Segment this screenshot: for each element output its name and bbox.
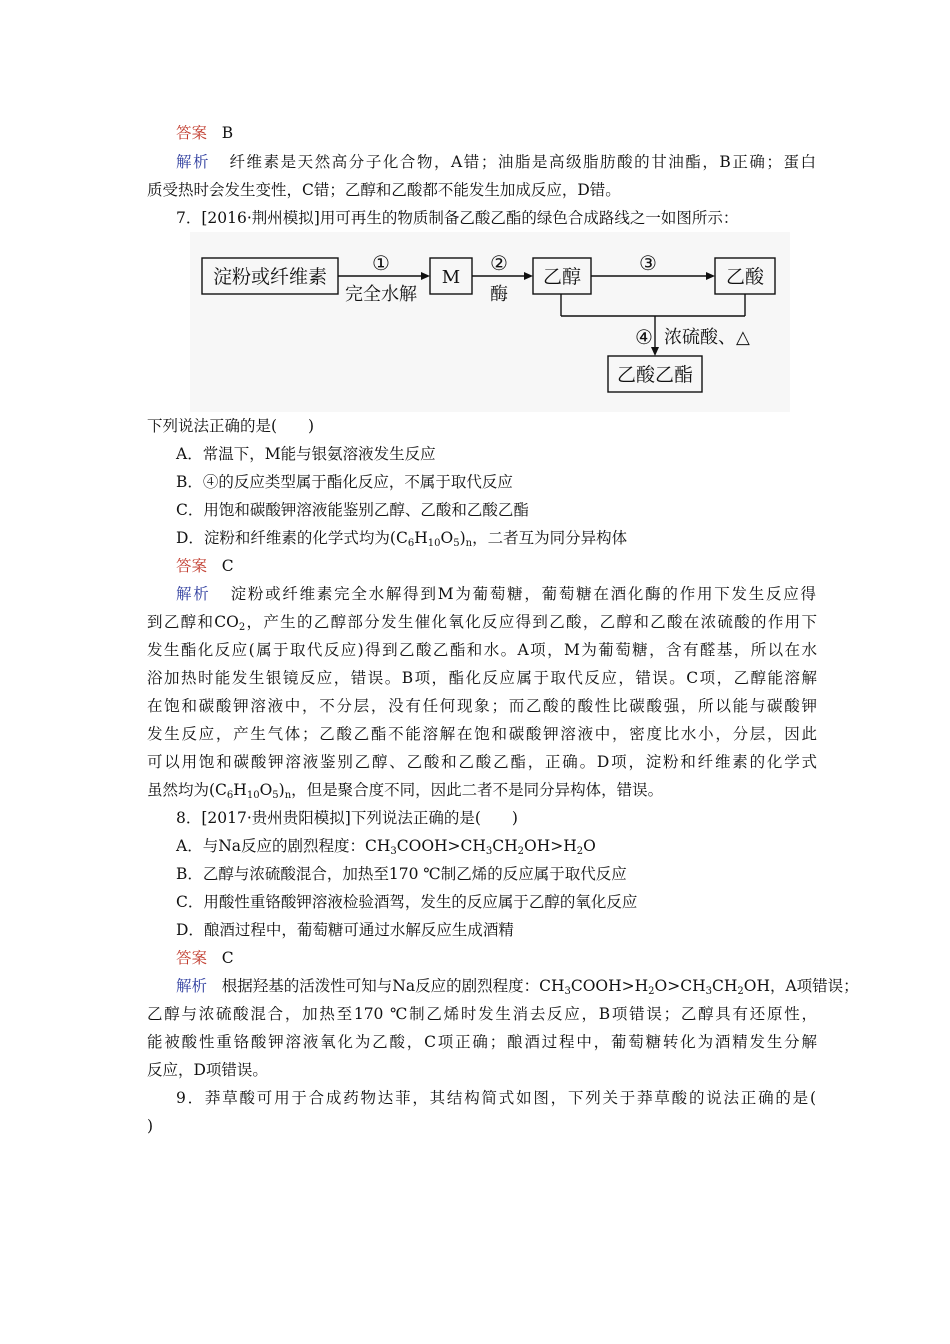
analysis-text: ): [278, 781, 285, 799]
subscript: 2: [517, 846, 525, 857]
synthesis-route-diagram: [190, 232, 790, 412]
subscript: 2: [648, 986, 655, 997]
step4-label: 浓硫酸、△: [664, 327, 750, 348]
ester-box-label: 乙酸乙酯: [616, 364, 694, 386]
analysis-text: 在饱和碳酸钾溶液中，不分层，没有任何现象；而乙酸的酸性比碳酸强，所以能与碳酸钾: [147, 697, 817, 715]
analysis-text: COOH>H: [570, 977, 649, 995]
question-9-stem: 9．莽草酸可用于合成药物达菲，其结构简式如图，下列关于莽草酸的说法正确的是(: [176, 1089, 816, 1107]
analysis-text: 到乙醇和CO: [147, 613, 239, 631]
answer-value: C: [221, 557, 234, 575]
analysis-text: ，产生的乙醇部分发生催化氧化反应得到乙酸，乙醇和乙酸在浓硫酸的作用下: [245, 613, 817, 631]
analysis-line: [147, 612, 817, 632]
answer-line: [176, 556, 846, 576]
ethanol-box-label: 乙醇: [542, 266, 582, 288]
m-box-label: M: [441, 267, 461, 288]
analysis-text: 虽然均为(C: [147, 781, 227, 799]
option-d: D．酿酒过程中，葡萄糖可通过水解反应生成酒精: [176, 921, 514, 939]
option-a-text: O: [583, 837, 596, 855]
subscript: 2: [576, 846, 584, 857]
analysis-line: [176, 584, 816, 604]
answer-value: B: [221, 124, 234, 142]
analysis-text: 质受热时会发生变性，C错；乙醇和乙酸都不能发生加成反应，D错。: [147, 181, 621, 199]
question-7-stem: 7．[2016·荆州模拟]用可再生的物质制备乙酸乙酯的绿色合成路线之一如图所示：: [176, 209, 739, 227]
analysis-line: [176, 976, 859, 997]
option-d-text: ): [459, 529, 466, 547]
option-b: B．乙醇与浓硫酸混合，加热至170 ℃制乙烯的反应属于取代反应: [176, 865, 627, 883]
subscript: 6: [226, 790, 234, 801]
subscript: 2: [737, 986, 744, 997]
step2-label: 酶: [490, 284, 508, 305]
analysis-text: 发生反应，产生气体；乙酸乙酯不能溶解在饱和碳酸钾溶液中，密度比水小，分层，因此: [147, 725, 817, 743]
analysis-text: 淀粉或纤维素完全水解得到M为葡萄糖，葡萄糖在酒化酶的作用下发生反应得: [230, 585, 817, 603]
analysis-text: 可以用饱和碳酸钾溶液鉴别乙醇、乙酸和乙酸乙酯，正确。D项，淀粉和纤维素的化学式: [147, 753, 817, 771]
subscript: 10: [427, 538, 441, 549]
start-box-label: 淀粉或纤维素: [212, 266, 328, 288]
analysis-line: [176, 152, 816, 172]
subscript: 3: [485, 846, 493, 857]
analysis-text: 乙醇与浓硫酸混合，加热至170 ℃制乙烯时发生消去反应，B项错误；乙醇具有还原性，: [147, 1005, 817, 1023]
analysis-text: OH，A项错误；: [743, 977, 859, 995]
analysis-text: 浴加热时能发生银镜反应，错误。B项，酯化反应属于取代反应，错误。C项，乙醇能溶解: [147, 669, 817, 687]
option-a-text: COOH>CH: [396, 837, 486, 855]
answer-tag: 答案: [176, 949, 208, 967]
answer-tag: 答案: [176, 124, 208, 142]
analysis-tag: 解析: [176, 977, 208, 995]
option-d: [176, 528, 846, 548]
subscript: 5: [453, 538, 460, 549]
option-a-text: OH>H: [524, 837, 577, 855]
option-c: C．用酸性重铬酸钾溶液检验酒驾，发生的反应属于乙醇的氧化反应: [176, 893, 638, 911]
option-d-text: D．淀粉和纤维素的化学式均为(C: [176, 529, 408, 547]
subscript: 3: [390, 846, 397, 857]
analysis-text: 反应，D项错误。: [147, 1061, 268, 1079]
question-9-stem-end: ): [147, 1117, 154, 1135]
option-a: A．常温下，M能与银氨溶液发生反应: [176, 445, 436, 463]
option-c: C．用饱和碳酸钾溶液能鉴别乙醇、乙酸和乙酸乙酯: [176, 501, 529, 519]
analysis-text: ，但是聚合度不同，因此二者不是同分异构体，错误。: [291, 781, 664, 799]
analysis-text: CH: [711, 977, 738, 995]
option-a-text: CH: [492, 837, 518, 855]
step1-number: ①: [372, 251, 390, 275]
analysis-text: H: [233, 781, 247, 799]
step2-number: ②: [490, 251, 508, 275]
question-8-stem: 8．[2017·贵州贵阳模拟]下列说法正确的是( ): [176, 809, 518, 827]
option-b: B．④的反应类型属于酯化反应，不属于取代反应: [176, 473, 513, 491]
acid-box-label: 乙酸: [725, 266, 765, 288]
option-d-text: ，二者互为同分异构体: [472, 529, 628, 547]
option-a: [176, 836, 846, 856]
subscript: 6: [407, 538, 415, 549]
answer-line: [176, 123, 846, 143]
step3-number: ③: [639, 251, 657, 275]
subscript: n: [284, 790, 292, 801]
subscript: 3: [564, 986, 571, 997]
answer-value: C: [221, 949, 234, 967]
subscript: 10: [246, 790, 260, 801]
analysis-text: 发生酯化反应(属于取代反应)得到乙酸乙酯和水。A项，M为葡萄糖，含有醛基，所以在水: [147, 641, 817, 659]
subscript: 2: [238, 622, 246, 633]
option-d-text: H: [414, 529, 428, 547]
analysis-text: O: [259, 781, 273, 799]
analysis-tag: 解析: [176, 153, 211, 171]
option-d-text: O: [440, 529, 454, 547]
subscript: 5: [272, 790, 279, 801]
option-a-text: A．与Na反应的剧烈程度：CH: [176, 837, 391, 855]
step1-label: 完全水解: [345, 284, 417, 305]
analysis-text: O>CH: [654, 977, 706, 995]
analysis-text: 能被酸性重铬酸钾溶液氧化为乙酸，C项正确；酿酒过程中，葡萄糖转化为酒精发生分解: [147, 1033, 817, 1051]
answer-tag: 答案: [176, 557, 208, 575]
step4-number: ④: [635, 325, 653, 349]
subscript: n: [465, 538, 473, 549]
analysis-text: 纤维素是天然高分子化合物，A错；油脂是高级脂肪酸的甘油酯，B正确；蛋白: [229, 153, 816, 171]
analysis-line: [147, 780, 817, 800]
answer-line: [176, 948, 846, 968]
subscript: 3: [705, 986, 712, 997]
analysis-tag: 解析: [176, 585, 211, 603]
question-7-prompt: 下列说法正确的是( ): [147, 417, 315, 435]
analysis-text: 根据羟基的活泼性可知与Na反应的剧烈程度：CH: [221, 977, 565, 995]
